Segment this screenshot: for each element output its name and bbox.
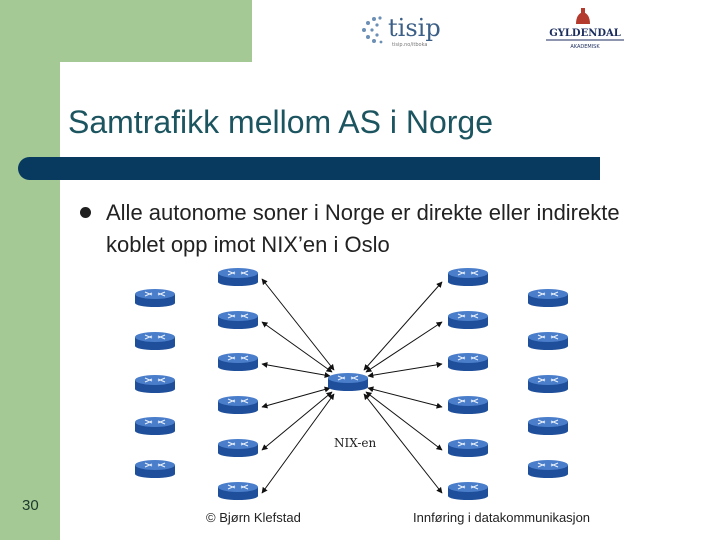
router-icon: [218, 396, 258, 414]
tisip-tagline: tisip.no/itboka: [392, 42, 428, 48]
router-icon: [218, 311, 258, 329]
router-icon: [218, 439, 258, 457]
arrow-right-4: [368, 388, 442, 407]
bullet-text: Alle autonome soner i Norge er direkte eller indirekte koblet opp imot NIX’en i Oslo: [106, 200, 620, 257]
arrow-left-1: [262, 279, 334, 370]
nix-hub-router-icon: [328, 373, 368, 391]
gyldendal-wordmark: GYLDENDAL: [549, 28, 621, 39]
router-icon: [218, 482, 258, 500]
arrow-right-1: [364, 282, 442, 370]
arrow-right-2: [366, 322, 442, 372]
router-icon: [135, 332, 175, 350]
routers-inner-right: [448, 268, 488, 500]
arrow-left-5: [262, 392, 332, 450]
router-icon: [135, 375, 175, 393]
routers-outer-left: [135, 289, 175, 478]
router-icon: [528, 460, 568, 478]
router-icon: [135, 289, 175, 307]
router-icon: [528, 332, 568, 350]
router-icon: [448, 268, 488, 286]
router-icon: [528, 375, 568, 393]
router-icon: [135, 417, 175, 435]
routers-outer-right: [528, 289, 568, 478]
arrow-left-2: [262, 322, 332, 372]
arrow-left-6: [262, 394, 334, 493]
slide-title: Samtrafikk mellom AS i Norge: [68, 104, 494, 140]
router-icon: [448, 396, 488, 414]
arrow-left-3: [262, 364, 330, 376]
gyldendal-subtitle: AKADEMISK: [570, 44, 600, 50]
arrow-left-4: [262, 388, 330, 407]
slide-number: 30: [22, 497, 39, 514]
footer-course: Innføring i datakommunikasjon: [413, 510, 591, 525]
router-icon: [218, 353, 258, 371]
footer-author: © Bjørn Klefstad: [206, 510, 301, 525]
router-icon: [218, 268, 258, 286]
router-icon: [135, 460, 175, 478]
router-icon: [448, 439, 488, 457]
arrow-right-3: [368, 364, 442, 376]
router-icon: [528, 289, 568, 307]
tisip-wordmark: tisip: [388, 14, 441, 42]
router-icon: [448, 482, 488, 500]
hub-label: NIX-en: [334, 436, 377, 450]
router-icon: [528, 417, 568, 435]
arrow-right-5: [366, 392, 442, 450]
router-icon: [448, 353, 488, 371]
router-icon: [448, 311, 488, 329]
routers-inner-left: [218, 268, 258, 500]
